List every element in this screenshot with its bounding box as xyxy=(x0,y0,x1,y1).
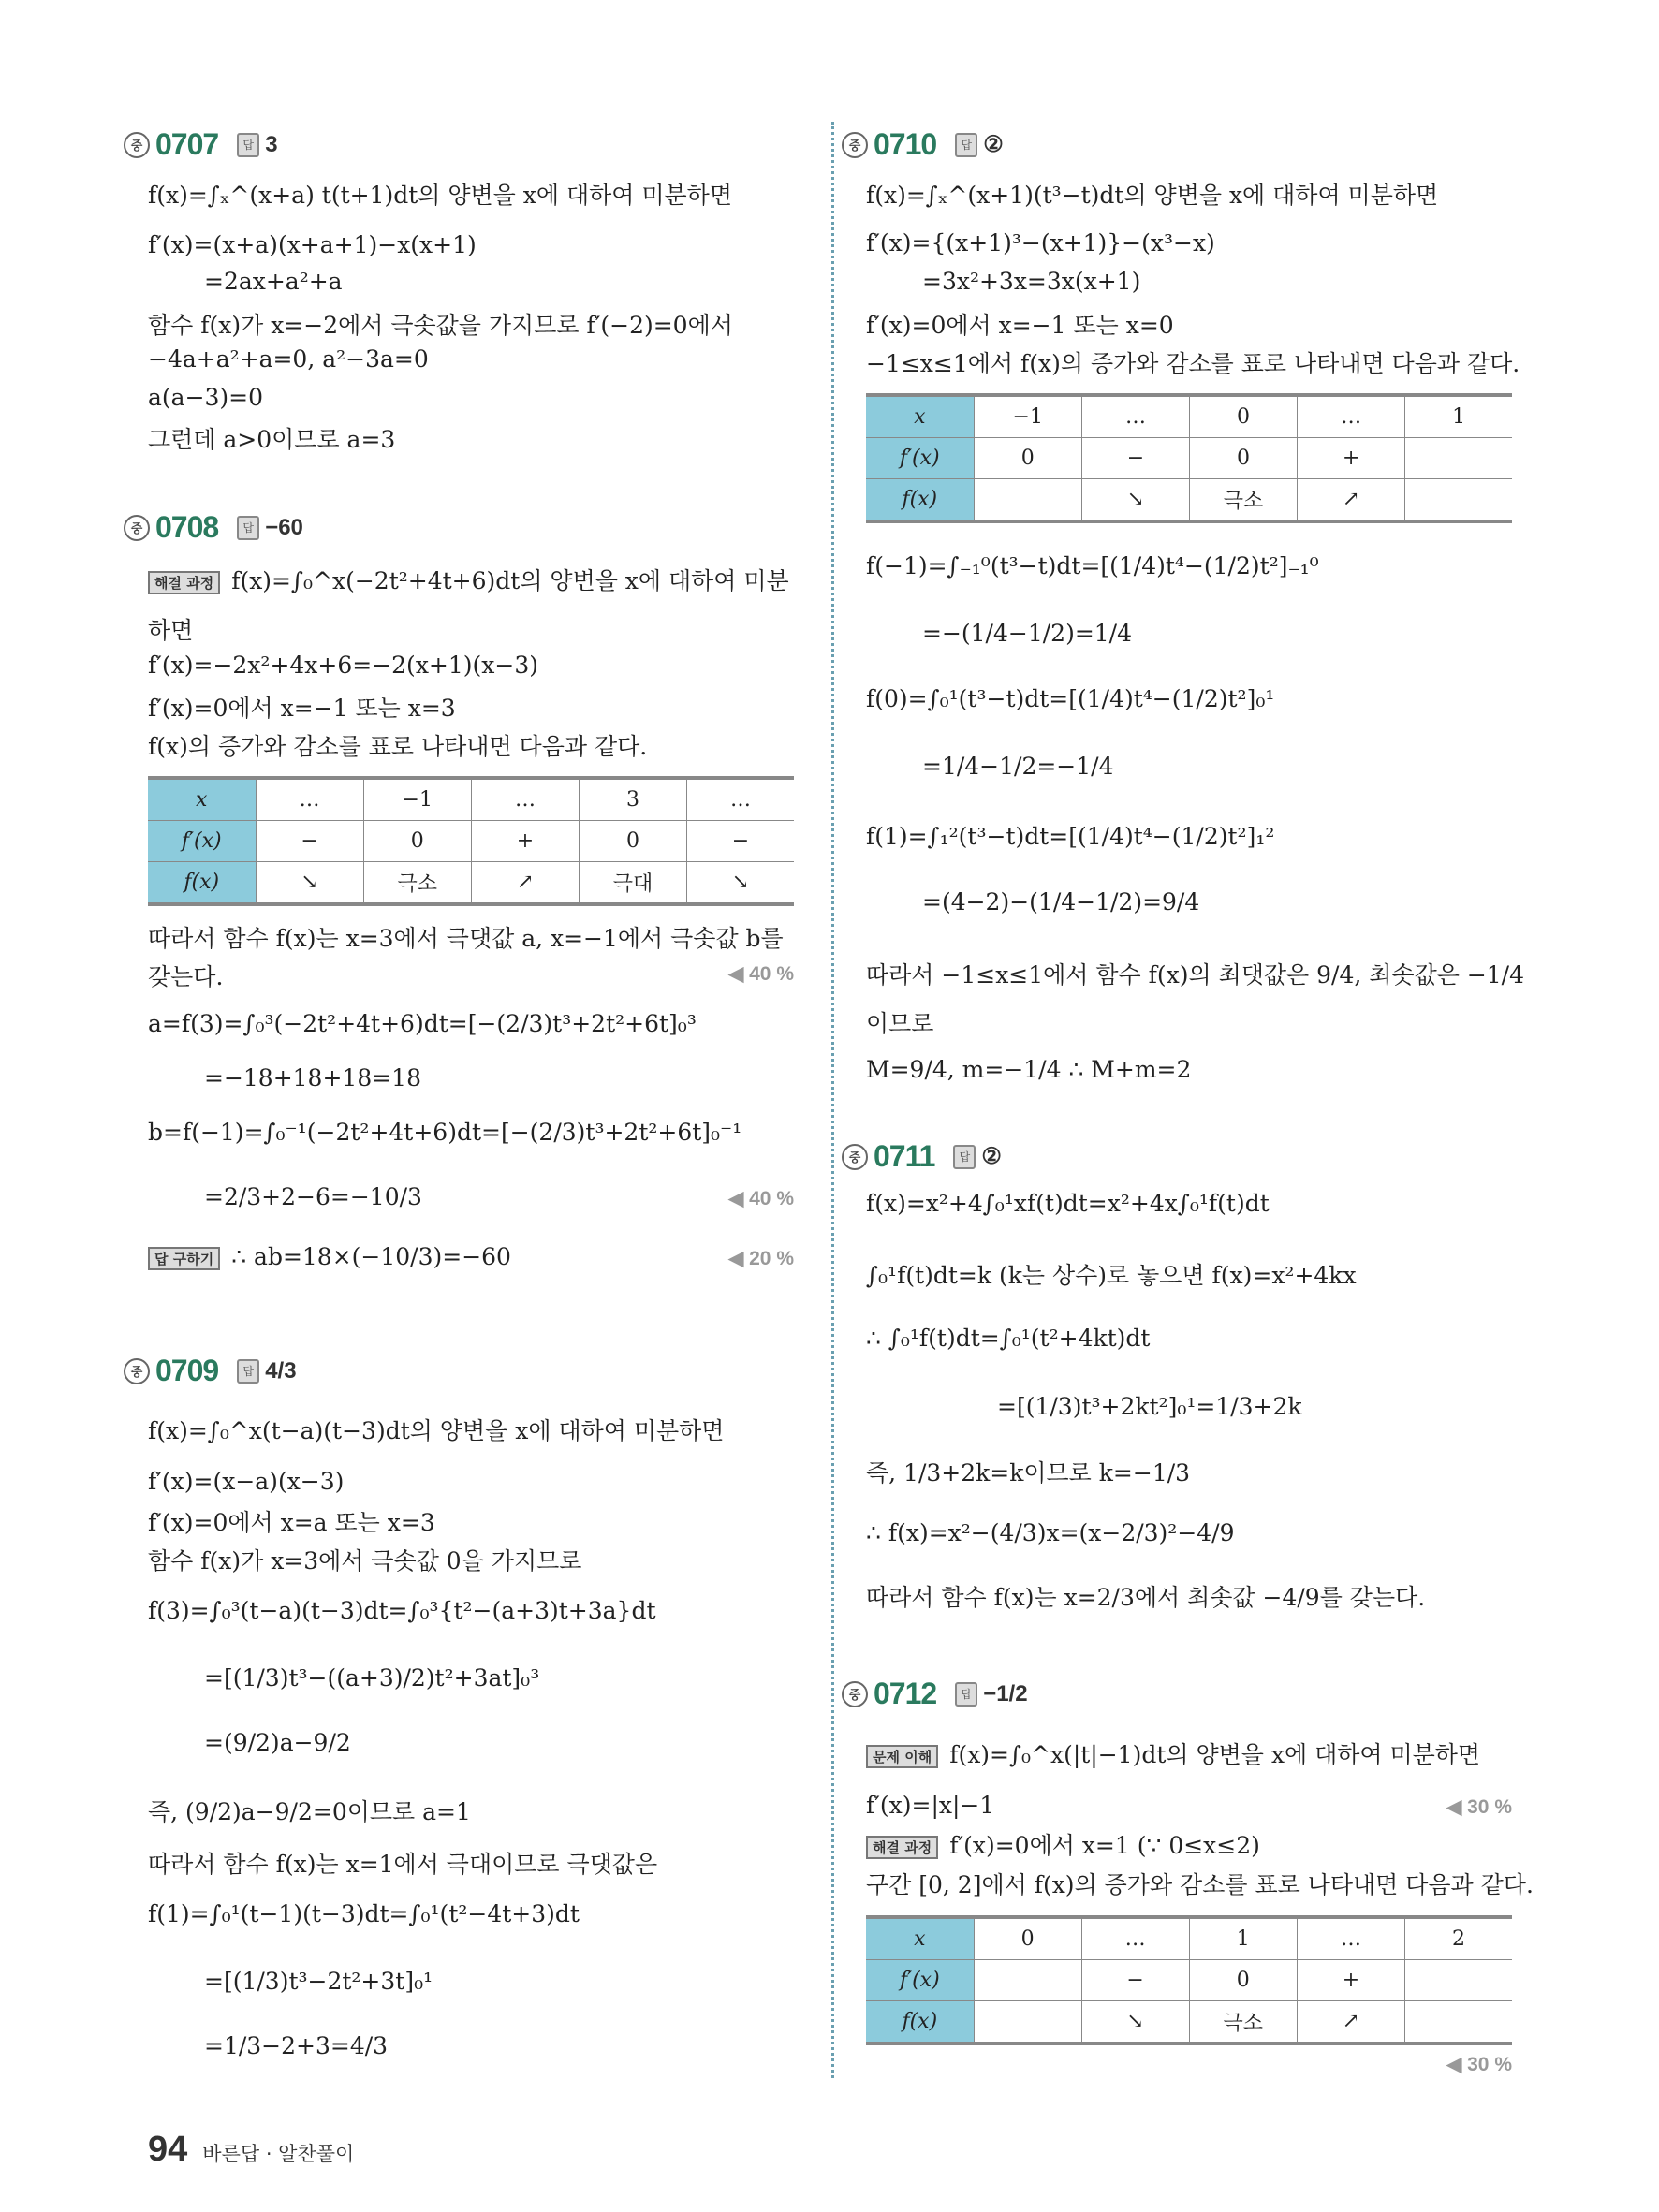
line-text: =[(1/3)t³+2kt²]₀¹=1/3+2k xyxy=(997,1393,1302,1420)
solution-line xyxy=(148,690,456,724)
table-cell xyxy=(974,1960,1081,2001)
line-text: f(1)=∫₀¹(t−1)(t−3)dt=∫₀¹(t²−4t+3)dt xyxy=(148,1900,580,1927)
line-text: f(x)=∫₀^x(|t|−1)dt의 양변을 x에 대하여 미분하면 xyxy=(949,1741,1481,1768)
solution-line xyxy=(148,612,193,646)
solution-line xyxy=(866,229,1215,256)
answer-value: 3 xyxy=(265,131,278,157)
table-cell xyxy=(974,2001,1081,2044)
step-badge: 해결 과정 xyxy=(148,571,220,594)
table-cell xyxy=(1405,438,1512,479)
line-text: 따라서 함수 f(x)는 x=1에서 극대이므로 극댓값은 xyxy=(148,1851,658,1878)
solution-line xyxy=(866,177,1438,211)
solution-line xyxy=(866,1056,1191,1083)
line-text: a=f(3)=∫₀³(−2t²+4t+6)dt=[−(2/3)t³+2t²+6t]₀³ xyxy=(148,1010,697,1037)
solution-line xyxy=(204,1664,539,1692)
problem-number: 0709 xyxy=(155,1354,219,1387)
solution-line xyxy=(148,1900,580,1927)
table-cell: ↗ xyxy=(471,862,579,905)
line-text: =2ax+a²+a xyxy=(204,268,343,295)
answer-value: 4/3 xyxy=(265,1357,297,1384)
solution-line xyxy=(866,1792,994,1819)
line-text: f(3)=∫₀³(t−a)(t−3)dt=∫₀³{t²−(a+3)t+3a}dt xyxy=(148,1597,656,1624)
table-cell: ↘ xyxy=(1081,479,1189,522)
answer-icon: 답 xyxy=(237,133,259,157)
line-text: ∴ ab=18×(−10/3)=−60 xyxy=(231,1243,511,1270)
level-badge: 중 xyxy=(124,515,150,541)
table-cell xyxy=(1405,2001,1512,2044)
line-text: a(a−3)=0 xyxy=(148,384,264,411)
row-header-cell: x xyxy=(866,395,974,438)
line-text: =[(1/3)t³−2t²+3t]₀¹ xyxy=(204,1968,433,1995)
table-cell: ↘ xyxy=(256,862,363,905)
line-text: f′(x)={(x+1)³−(x+1)}−(x³−x) xyxy=(866,229,1215,256)
solution-line xyxy=(148,1468,344,1495)
level-badge: 중 xyxy=(842,1144,868,1170)
solution-line xyxy=(148,728,647,762)
line-text: ∫₀¹f(t)dt=k (k는 상수)로 놓으면 f(x)=x²+4kx xyxy=(866,1262,1357,1289)
answer-icon: 답 xyxy=(955,1682,977,1707)
answer-icon: 답 xyxy=(237,1359,259,1384)
table-cell: + xyxy=(1298,438,1405,479)
answer-icon: 답 xyxy=(953,1145,976,1169)
row-header-cell: f′(x) xyxy=(866,1960,974,2001)
table-cell: … xyxy=(1081,395,1189,438)
table-cell: … xyxy=(1081,1917,1189,1960)
line-text: 구간 [0, 2]에서 f(x)의 증가와 감소를 표로 나타내면 다음과 같다. xyxy=(866,1871,1534,1898)
table-cell: −1 xyxy=(363,778,471,821)
table-row xyxy=(866,438,1512,479)
solution-line xyxy=(148,345,429,373)
line-text: f(−1)=∫₋₁⁰(t³−t)dt=[(1/4)t⁴−(1/2)t²]₋₁⁰ xyxy=(866,552,1319,579)
solution-line xyxy=(148,563,789,596)
table-cell: ↗ xyxy=(1297,2001,1404,2044)
line-text: f(0)=∫₀¹(t³−t)dt=[(1/4)t⁴−(1/2)t²]₀¹ xyxy=(866,685,1275,712)
solution-line xyxy=(866,307,1174,341)
table-cell xyxy=(974,479,1081,522)
problem-number: 0711 xyxy=(874,1139,935,1173)
problem-header xyxy=(124,510,303,545)
line-text: 즉, 1/3+2k=k이므로 k=−1/3 xyxy=(866,1459,1191,1487)
problem-number: 0707 xyxy=(155,127,219,161)
solution-line xyxy=(922,268,1140,295)
line-text: ∴ ∫₀¹f(t)dt=∫₀¹(t²+4kt)dt xyxy=(866,1325,1151,1352)
table-cell: 0 xyxy=(579,821,686,862)
table-row xyxy=(866,395,1512,438)
level-badge: 중 xyxy=(842,1681,868,1707)
solution-line xyxy=(148,1010,697,1037)
line-text: f′(x)=(x−a)(x−3) xyxy=(148,1468,345,1495)
table-cell: … xyxy=(1298,395,1405,438)
table-cell: 극대 xyxy=(579,862,686,905)
line-text: f′(x)=0에서 x=a 또는 x=3 xyxy=(148,1509,435,1536)
solution-line xyxy=(866,1579,1425,1613)
line-text: f(x)=∫ₓ^(x+1)(t³−t)dt의 양변을 x에 대하여 미분하면 xyxy=(866,182,1439,209)
row-header-cell: x xyxy=(866,1917,974,1960)
problem-number: 0712 xyxy=(874,1677,937,1710)
line-text: 따라서 −1≤x≤1에서 함수 f(x)의 최댓값은 9/4, 최솟값은 −1/4 xyxy=(866,961,1525,989)
variation-table xyxy=(866,1915,1512,2045)
problem-header xyxy=(842,127,1004,162)
answer-value: −1/2 xyxy=(983,1680,1028,1707)
table-cell xyxy=(1405,1960,1512,2001)
solution-line xyxy=(866,685,1274,712)
line-text: −4a+a²+a=0, a²−3a=0 xyxy=(148,345,429,373)
table-row xyxy=(866,1960,1512,2001)
line-text: ∴ f(x)=x²−(4/3)x=(x−2/3)²−4/9 xyxy=(866,1519,1235,1546)
table-cell: 극소 xyxy=(1189,2001,1297,2044)
table-row xyxy=(148,821,794,862)
problem-number: 0708 xyxy=(155,510,219,544)
line-text: =3x²+3x=3x(x+1) xyxy=(922,268,1141,295)
solution-line xyxy=(204,1729,351,1756)
solution-line xyxy=(148,920,784,954)
line-text: 하면 xyxy=(148,617,194,644)
line-text: f(x)=∫ₓ^(x+a) t(t+1)dt의 양변을 x에 대하여 미분하면 xyxy=(148,182,732,209)
score-percent: ◀ 30 % xyxy=(1446,2054,1512,2075)
table-cell: 0 xyxy=(1189,1960,1297,2001)
line-text: f(x)=∫₀^x(−2t²+4t+6)dt의 양변을 x에 대하여 미분 xyxy=(231,567,789,594)
table-cell: ↘ xyxy=(686,862,794,905)
line-text: 따라서 함수 f(x)는 x=3에서 극댓값 a, x=−1에서 극솟값 b를 xyxy=(148,925,784,952)
table-cell: − xyxy=(686,821,794,862)
solution-line xyxy=(922,888,1199,916)
line-text: f′(x)=0에서 x=1 (∵ 0≤x≤2) xyxy=(949,1832,1260,1859)
solution-line xyxy=(148,1543,581,1576)
table-cell: … xyxy=(1297,1917,1404,1960)
solution-line xyxy=(866,345,1520,379)
solution-line xyxy=(866,1005,933,1039)
line-text: 그런데 a>0이므로 a=3 xyxy=(148,426,396,453)
solution-line xyxy=(866,1257,1357,1291)
table-cell xyxy=(1405,479,1512,522)
line-text: −1≤x≤1에서 f(x)의 증가와 감소를 표로 나타내면 다음과 같다. xyxy=(866,350,1520,377)
solution-line xyxy=(148,1504,435,1538)
line-text: =[(1/3)t³−((a+3)/2)t²+3at]₀³ xyxy=(204,1664,540,1692)
solution-line xyxy=(148,177,732,211)
score-percent: ◀ 40 % xyxy=(728,963,794,985)
variation-table xyxy=(866,393,1512,523)
level-badge: 중 xyxy=(124,1358,150,1384)
score-percent: ◀ 30 % xyxy=(1446,1796,1512,1818)
level-badge: 중 xyxy=(124,132,150,158)
solution-line xyxy=(148,1243,511,1270)
solution-line xyxy=(204,1968,433,1995)
step-badge: 답 구하기 xyxy=(148,1247,220,1270)
answer-value: ② xyxy=(981,1144,1002,1169)
column-divider xyxy=(831,122,834,2078)
problem-header xyxy=(842,1677,1028,1711)
table-cell: 극소 xyxy=(1190,479,1298,522)
problem-header xyxy=(842,1139,1002,1174)
solution-line xyxy=(148,1597,656,1624)
solution-line xyxy=(148,384,263,411)
table-cell: … xyxy=(686,778,794,821)
line-text: 즉, (9/2)a−9/2=0이므로 a=1 xyxy=(148,1798,471,1825)
line-text: f(x)의 증가와 감소를 표로 나타내면 다음과 같다. xyxy=(148,733,648,760)
page-footer xyxy=(148,2130,354,2170)
solution-line xyxy=(866,1455,1190,1488)
line-text: f′(x)=|x|−1 xyxy=(866,1792,995,1819)
line-text: =1/4−1/2=−1/4 xyxy=(922,753,1114,780)
table-cell: 1 xyxy=(1189,1917,1297,1960)
line-text: f(x)=x²+4∫₀¹xf(t)dt=x²+4x∫₀¹f(t)dt xyxy=(866,1190,1270,1217)
line-text: b=f(−1)=∫₀⁻¹(−2t²+4t+6)dt=[−(2/3)t³+2t²+6t]₀⁻¹ xyxy=(148,1119,742,1146)
table-row xyxy=(148,862,794,905)
solution-line xyxy=(148,1794,471,1827)
variation-table xyxy=(148,776,794,906)
solution-line xyxy=(148,307,733,341)
line-text: f′(x)=0에서 x=−1 또는 x=0 xyxy=(866,312,1174,339)
table-cell: … xyxy=(256,778,363,821)
solution-line xyxy=(922,620,1132,647)
solution-line xyxy=(866,957,1524,990)
solution-line xyxy=(204,2032,388,2059)
solution-line xyxy=(866,1736,1480,1770)
answer-icon: 답 xyxy=(237,516,259,540)
line-text: =2/3+2−6=−10/3 xyxy=(204,1183,422,1210)
table-cell: −1 xyxy=(974,395,1081,438)
answer-icon: 답 xyxy=(955,133,977,157)
table-row xyxy=(866,2001,1512,2044)
solution-line xyxy=(204,268,343,295)
solution-line xyxy=(866,1827,1260,1861)
line-text: =(4−2)−(1/4−1/2)=9/4 xyxy=(922,888,1200,916)
line-text: =−(1/4−1/2)=1/4 xyxy=(922,620,1132,647)
table-cell: 0 xyxy=(1190,438,1298,479)
table-cell: 0 xyxy=(363,821,471,862)
step-badge: 문제 이해 xyxy=(866,1745,938,1768)
table-cell: ↗ xyxy=(1298,479,1405,522)
table-cell: 0 xyxy=(974,438,1081,479)
solution-line xyxy=(148,421,395,455)
table-cell: 1 xyxy=(1405,395,1512,438)
solution-line xyxy=(866,823,1274,850)
line-text: =1/3−2+3=4/3 xyxy=(204,2032,389,2059)
line-text: 이므로 xyxy=(866,1010,934,1037)
table-cell: 극소 xyxy=(363,862,471,905)
solution-line xyxy=(866,552,1319,579)
solution-line xyxy=(148,652,538,679)
table-cell: 0 xyxy=(1190,395,1298,438)
line-text: 갖는다. xyxy=(148,963,224,990)
page-number: 94 xyxy=(148,2130,188,2169)
line-text: 따라서 함수 f(x)는 x=2/3에서 최솟값 −4/9를 갖는다. xyxy=(866,1584,1426,1611)
row-header-cell: f(x) xyxy=(866,479,974,522)
solution-line xyxy=(866,1867,1534,1900)
table-row xyxy=(148,778,794,821)
table-cell: + xyxy=(1297,1960,1404,2001)
solution-line xyxy=(922,753,1114,780)
table-row xyxy=(866,1917,1512,1960)
solution-line xyxy=(866,1325,1150,1352)
line-text: =(9/2)a−9/2 xyxy=(204,1729,351,1756)
answer-value: −60 xyxy=(265,514,303,540)
table-cell: − xyxy=(256,821,363,862)
solution-line xyxy=(148,1119,741,1146)
solution-line xyxy=(148,1413,724,1446)
table-cell: … xyxy=(471,778,579,821)
solution-line xyxy=(148,1846,657,1880)
line-text: f′(x)=0에서 x=−1 또는 x=3 xyxy=(148,695,456,722)
level-badge: 중 xyxy=(842,132,868,158)
table-cell: − xyxy=(1081,438,1189,479)
line-text: f(1)=∫₁²(t³−t)dt=[(1/4)t⁴−(1/2)t²]₁² xyxy=(866,823,1275,850)
solution-line xyxy=(997,1393,1302,1420)
step-badge: 해결 과정 xyxy=(866,1836,938,1859)
solution-line xyxy=(866,1190,1270,1217)
solution-line xyxy=(148,959,223,992)
table-cell: 3 xyxy=(579,778,686,821)
row-header-cell: f(x) xyxy=(866,2001,974,2044)
problem-number: 0710 xyxy=(874,127,937,161)
solution-line xyxy=(204,1064,421,1091)
score-percent: ◀ 40 % xyxy=(728,1188,794,1209)
solution-line xyxy=(866,1519,1235,1546)
line-text: 함수 f(x)가 x=−2에서 극솟값을 가지므로 f′(−2)=0에서 xyxy=(148,312,733,339)
table-cell: + xyxy=(471,821,579,862)
table-cell: 2 xyxy=(1405,1917,1512,1960)
row-header-cell: x xyxy=(148,778,256,821)
answer-value: ② xyxy=(983,132,1004,157)
solution-line xyxy=(204,1183,422,1210)
table-cell: 0 xyxy=(974,1917,1081,1960)
line-text: f′(x)=−2x²+4x+6=−2(x+1)(x−3) xyxy=(148,652,538,679)
score-percent: ◀ 20 % xyxy=(728,1248,794,1269)
solution-line xyxy=(148,231,477,258)
table-cell: − xyxy=(1081,1960,1189,2001)
book-title: 바른답 · 알찬풀이 xyxy=(202,2143,355,2165)
line-text: =−18+18+18=18 xyxy=(204,1064,421,1091)
problem-header xyxy=(124,1354,297,1388)
table-row xyxy=(866,479,1512,522)
row-header-cell: f(x) xyxy=(148,862,256,905)
table-cell: ↘ xyxy=(1081,2001,1189,2044)
line-text: M=9/4, m=−1/4 ∴ M+m=2 xyxy=(866,1056,1192,1083)
line-text: f(x)=∫₀^x(t−a)(t−3)dt의 양변을 x에 대하여 미분하면 xyxy=(148,1417,725,1444)
problem-header xyxy=(124,127,278,162)
line-text: f′(x)=(x+a)(x+a+1)−x(x+1) xyxy=(148,231,477,258)
row-header-cell: f′(x) xyxy=(148,821,256,862)
line-text: 함수 f(x)가 x=3에서 극솟값 0을 가지므로 xyxy=(148,1547,582,1575)
row-header-cell: f′(x) xyxy=(866,438,974,479)
